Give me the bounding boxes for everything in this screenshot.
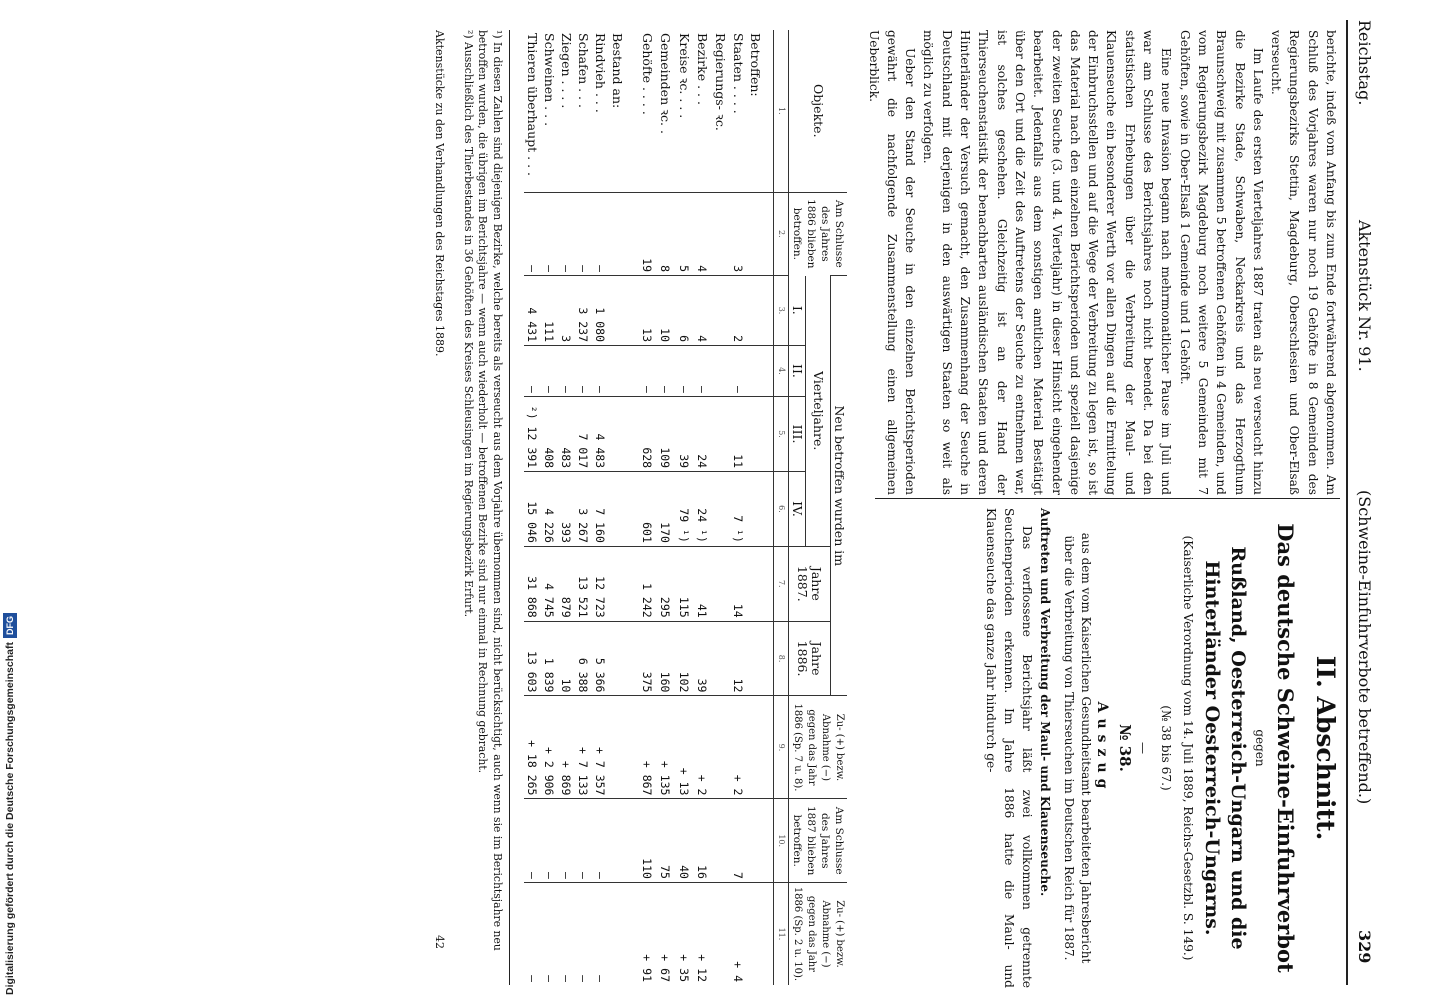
col-header-jahre-1886: Jahre 1886. — [789, 621, 831, 696]
table-cell: 12 — [730, 621, 747, 696]
footer-left: Aktenstücke zu den Verhandlungen des Reichstages 1889. — [433, 30, 446, 357]
table-cell: — — [575, 192, 592, 275]
table-cell: — — [592, 799, 609, 882]
decree-reference: (Kaiserliche Verordnung vom 14. Juli 1889, Reichs-Gesetzbl. S. 149.) — [1181, 535, 1195, 961]
statistics-table — [524, 30, 847, 985]
table-row — [711, 30, 730, 985]
table-cell: 601 — [639, 472, 656, 547]
number-range: (№ 38 bis 67.) — [1158, 705, 1173, 791]
footer-page: 42 — [433, 935, 446, 949]
table-cell: 24 ¹) — [694, 472, 711, 547]
table-cell — [711, 696, 730, 799]
section-heading: Auftreten und Verbreitung der Maul- und Klauenseuche. — [1038, 508, 1053, 897]
table-cell — [711, 882, 730, 985]
table-cell: 102 — [675, 621, 694, 696]
row-label: Gehöfte . . . . — [640, 33, 655, 115]
row-label: Gemeinden ꝛc. . — [658, 33, 673, 134]
table-cell: — — [524, 192, 541, 275]
table-cell: 13 521 — [575, 546, 592, 621]
table-cell: 5 366 — [592, 621, 609, 696]
col-number: 4. — [774, 346, 789, 397]
table-cell: 19 — [639, 192, 656, 275]
table-cell: 109 — [656, 396, 675, 471]
paragraph: Ueber den Stand der Seuche in den einzelnen Berichtsperioden gewährt die nachfolgende Zusammenstellung einen allgemeinen Ueberblick. — [866, 30, 918, 495]
left-text-column — [864, 30, 1340, 495]
header-left: Reichstag. — [1355, 20, 1374, 106]
table-cell: + 35 — [675, 882, 694, 985]
table-cell: 4 745 — [541, 546, 558, 621]
table-cell: 1 242 — [639, 546, 656, 621]
table-row — [694, 30, 711, 985]
table-cell — [711, 276, 730, 346]
table-cell: + 135 — [656, 696, 675, 799]
table-cell: 5 — [675, 192, 694, 275]
table-cell — [711, 192, 730, 275]
table-cell: ²) 12 391 — [524, 396, 541, 471]
table-cell — [711, 621, 730, 696]
col-number: 8. — [774, 621, 789, 696]
table-cell: 295 — [656, 546, 675, 621]
row-label: Rindvieh . . . — [593, 33, 608, 113]
table-row — [592, 30, 609, 985]
table-cell: + 13 — [675, 696, 694, 799]
dfg-logo: DFG — [3, 613, 17, 638]
row-label: Thieren überhaupt . . . — [525, 33, 540, 177]
table-cell — [711, 799, 730, 882]
table-cell: — — [524, 346, 541, 397]
table-cell: — — [524, 799, 541, 882]
table-body — [524, 30, 774, 985]
paragraph: Das verflossene Berichtsjahr läßt zwei vollkommen getrennte Seuchenperioden erkennen. Im Jahre 1886 hatte die Maul- und Klauenseuche das ganze Jahr hindurch ge- — [983, 508, 1035, 988]
table-cell: + 2 906 — [541, 696, 558, 799]
col-header-schluss-1887: Am Schlusse des Jahres 1887 blieben betroffen. — [789, 799, 848, 882]
table-cell: — — [656, 346, 675, 397]
item-number: № 38. — [1116, 724, 1135, 772]
table-cell: 3 — [558, 276, 575, 346]
table-row — [541, 30, 558, 985]
page-footer — [433, 30, 446, 985]
table-row — [558, 30, 575, 985]
table-cell: — — [541, 882, 558, 985]
table-row — [524, 30, 541, 985]
table-cell: — — [558, 799, 575, 882]
table-cell: — — [541, 192, 558, 275]
table-cell: 4 226 — [541, 472, 558, 547]
col-number: 11. — [774, 882, 789, 985]
table-cell: 13 603 — [524, 621, 541, 696]
table-cell: — — [575, 882, 592, 985]
auszug-text: aus dem vom Kaiserlichen Gesundheitsamt bearbeiteten Jahresbericht über die Verbreitung von Thierseuchen im Deutschen Reich für 1887. — [1062, 532, 1094, 964]
table-cell: 6 — [675, 276, 694, 346]
table-cell: 879 — [558, 546, 575, 621]
table-cell: 40 — [675, 799, 694, 882]
table-cell: 628 — [639, 396, 656, 471]
table-cell: — — [558, 346, 575, 397]
col-header-q3: III. — [789, 396, 806, 471]
col-header-schluss-1886: Am Schlusse des Jahres 1886 blieben betroffen. — [789, 192, 848, 275]
col-number: 3. — [774, 276, 789, 346]
table-cell: 41 — [694, 546, 711, 621]
table-cell: — — [592, 882, 609, 985]
col-number: 1. — [774, 30, 789, 192]
col-header-zu-abnahme-8: Zu- (+) bezw. Abnahme (−) gegen das Jahr 1886 (Sp. 7 u. 8). — [789, 696, 848, 799]
table-cell: 1 080 — [592, 276, 609, 346]
row-label: Kreise ꝛc. . . . — [677, 33, 692, 119]
table-row — [730, 30, 747, 985]
table-cell — [711, 346, 730, 397]
footnote-rule — [509, 30, 510, 985]
table-cell — [711, 396, 730, 471]
table-cell: + 869 — [558, 696, 575, 799]
table-cell: + 67 — [656, 882, 675, 985]
table-cell: 14 — [730, 546, 747, 621]
table-cell: — — [639, 346, 656, 397]
table-cell: 15 046 — [524, 472, 541, 547]
table-cell: + 91 — [639, 882, 656, 985]
table-cell: + 18 265 — [524, 696, 541, 799]
table-cell: — — [541, 346, 558, 397]
dfg-credit-text: Digitalisierung gefördert durch die Deutsche Forschungsgemeinschaft — [4, 642, 16, 995]
table-cell: 79 ¹) — [675, 472, 694, 547]
paragraph: berichte, indeß vom Anfang bis zum Ende fortwährend abgenommen. Am Schluß des Vorjahres waren nur noch 19 Gehöfte in 8 Gemeinden des Regierungsbezirks Stettin, Magdeburg, Oberschlesien und Ober-Elsaß verseucht. — [1269, 30, 1338, 495]
page-number: 329 — [1355, 930, 1374, 964]
table-cell: 24 — [694, 396, 711, 471]
col-number: 2. — [774, 192, 789, 275]
table-cell — [711, 472, 730, 547]
row-label: Staaten . . . . — [731, 33, 746, 114]
table-cell: 12 723 — [592, 546, 609, 621]
table-cell: 75 — [656, 799, 675, 882]
table-cell: — — [592, 346, 609, 397]
paragraph: Eine neue Invasion begann nach mehrmonatlicher Pause im Juli und war am Schlusse des Berichtsjahres noch nicht beendet. Da bei den statistischen Erhebungen über die Verbreitung der Maul- und Klauenseuche ein besonderer Werth vor allen Dingen auf die Ermittelung der Einbruchsstellen und auf die Wege der Verbreitung zu legen ist, so ist das Material nach den einzelnen Berichtsperioden und speziell dasjenige der zweiten Seuche (3. und 4. Vierteljahr) in dieser Hinsicht eingehender bearbeitet. Jedenfalls aus dem sonstigen amtlichen Material Bestätigt über den Ort und die Zeit des Auftretens der Seuche zu entnehmen war, ist solches geschehen. Gleichzeitig ist an der Hand der Thierseuchenstatistik der benachbarten ausländischen Staaten und deren Hinterländer der Versuch gemacht, den Zusammenhang der Seuche in Deutschland mit derjenigen in den auswärtigen Staaten so weit als möglich zu verfolgen. — [921, 30, 1174, 495]
table-cell: 39 — [694, 621, 711, 696]
footnotes — [461, 30, 505, 985]
col-header-q1: I. — [789, 276, 806, 346]
table-cell: 39 — [675, 396, 694, 471]
col-header-neu-betroffen: Neu betroffen wurden im — [831, 276, 848, 696]
title-main: Rußland, Oesterreich-Ungarn und die Hinterländer Oesterreich-Ungarns. — [1201, 546, 1249, 950]
table-cell: 10 — [558, 621, 575, 696]
table-cell: 4 — [694, 192, 711, 275]
table-cell: 115 — [675, 546, 694, 621]
table-cell: 6 388 — [575, 621, 592, 696]
title-gegen: gegen — [1253, 729, 1267, 767]
table-cell: — — [675, 346, 694, 397]
table-row — [675, 30, 694, 985]
table-cell: — — [575, 799, 592, 882]
table-cell: 393 — [558, 472, 575, 547]
auszug-label: Auszug — [1094, 701, 1111, 795]
row-label: Schafen . . . — [576, 33, 591, 108]
table-cell: 4 — [694, 276, 711, 346]
col-number: 7. — [774, 546, 789, 621]
table-cell: + 867 — [639, 696, 656, 799]
table-cell: 1 839 — [541, 621, 558, 696]
table-cell: + 7 133 — [575, 696, 592, 799]
table-cell: — — [592, 192, 609, 275]
table-cell: 7 — [730, 799, 747, 882]
table-row — [639, 30, 656, 985]
table-cell: — — [541, 799, 558, 882]
table-cell: 110 — [639, 799, 656, 882]
table-cell: 375 — [639, 621, 656, 696]
table-cell: 160 — [656, 621, 675, 696]
col-header-vierteljahre: Vierteljahre. — [806, 276, 831, 547]
footnote-1: ¹) In diesen Zahlen sind diejenigen Bezirke, welche bereits als verseucht aus dem Vorjahre übernommen sind, nicht berücksichtigt, auch wenn sie im Berichtsjahre neu betroffen wurden, die übrigen im Berichtsjahre — wenn auch wiederholt — betroffenen Bezirke sind nur einmal in Rechnung gebracht. — [476, 30, 504, 951]
table-cell: — — [524, 882, 541, 985]
table-cell: + 2 — [694, 696, 711, 799]
table-cell: 111 — [541, 276, 558, 346]
col-header-zu-abnahme-10: Zu- (+) bezw. Abnahme (−) gegen das Jahr 1886 (Sp. 2 u. 10). — [789, 882, 848, 985]
table-cell: — — [575, 346, 592, 397]
table-cell: 483 — [558, 396, 575, 471]
table-cell: 3 237 — [575, 276, 592, 346]
footnote-2: ²) Ausschließlich des Thierbestandes in 36 Gehöften des Kreises Schleusingen im Regierungsbezirk Erfurt. — [462, 30, 475, 618]
paragraph: Im Laufe des ersten Vierteljahres 1887 traten als neu verseucht hinzu die Bezirke Stade, Schwaben, Neckarkreis und das Herzogthum Braunschweig mit zusammen 5 betroffenen Gehöften in 4 Gemeinden, und vom Regierungsbezirk Magdeburg noch weitere 5 Gemeinden mit 7 Gehöften, sowie in Ober-Elsaß 1 Gemeinde und 1 Gehöft. — [1177, 30, 1265, 495]
col-number: 10. — [774, 799, 789, 882]
table-cell: — — [730, 346, 747, 397]
table-cell: 170 — [656, 472, 675, 547]
table-cell: + 7 357 — [592, 696, 609, 799]
table-cell: + 4 — [730, 882, 747, 985]
group-label-bestand: Bestand an: — [610, 33, 625, 109]
table-cell: 16 — [694, 799, 711, 882]
table-cell: 3 267 — [575, 472, 592, 547]
doc-title: Das deutsche Schweine-Einfuhrverbot — [1273, 523, 1298, 973]
row-label: Bezirke . . . — [695, 33, 710, 105]
table-cell: 13 — [639, 276, 656, 346]
right-column: II. Abschnitt. Das deutsche Schweine-Einfuhrverbot gegen Rußland, Oesterreich-Ungarn und die Hinterländer Oesterreich-Ungarns. (Kaiserliche Verordnung vom 14. Juli 1889, Reichs-Gesetzbl. S. 149.) (№ 38 bis 67.) — № 38. Auszug aus dem vom Kaiserlichen Gesundheitsamt bearbeiteten Jahresbericht über die Verbreitung von Thierseuchen im Deutschen Reich für 1887. Auftreten und Verbreitung der Maul- und Klauenseuche. Das verflossene Berichtsjahr läßt zwei vollkommen getrennte Seuchenperioden erkennen. Im Jahre 1886 hatte die Maul- und Klauenseuche das ganze Jahr hindurch ge- — [981, 508, 1340, 988]
table-cell: 31 868 — [524, 546, 541, 621]
table-cell: 7 160 — [592, 472, 609, 547]
table-cell: + 12 — [694, 882, 711, 985]
table-cell: — — [558, 192, 575, 275]
table-cell: + 2 — [730, 696, 747, 799]
header-center: Aktenstück Nr. 91. — [1355, 220, 1374, 372]
header-rule — [1347, 20, 1349, 985]
table-cell: — — [694, 346, 711, 397]
section-title: II. Abschnitt. — [1311, 655, 1340, 841]
table-row — [656, 30, 675, 985]
col-header-q2: II. — [789, 346, 806, 397]
table-cell: 7 017 — [575, 396, 592, 471]
running-header — [1352, 20, 1374, 985]
row-label: Schweinen . . . — [542, 33, 557, 127]
table-cell: 4 483 — [592, 396, 609, 471]
col-header-jahre-1887: Jahre 1887. — [789, 546, 831, 621]
table-cell: 4 431 — [524, 276, 541, 346]
table-row — [575, 30, 592, 985]
column-divider — [875, 498, 1340, 499]
header-right: (Schweine-Einfuhrverbote betreffend.) — [1355, 490, 1374, 805]
row-label: Ziegen . . . . — [559, 33, 574, 109]
group-label-betroffen: Betroffen: — [748, 33, 763, 97]
col-header-q4: IV. — [789, 472, 806, 547]
table-cell: 10 — [656, 276, 675, 346]
table-cell: 408 — [541, 396, 558, 471]
col-number: 5. — [774, 396, 789, 471]
table-cell: 3 — [730, 192, 747, 275]
table-cell: 11 — [730, 396, 747, 471]
table-cell: 8 — [656, 192, 675, 275]
col-number: 9. — [774, 696, 789, 799]
table-cell — [711, 546, 730, 621]
intro-paragraph — [981, 508, 1036, 988]
col-number: 6. — [774, 472, 789, 547]
table-cell: — — [558, 882, 575, 985]
dfg-credit — [2, 575, 18, 995]
row-label: Regierungs- ꝛc. — [713, 33, 728, 131]
table-cell: 2 — [730, 276, 747, 346]
table-cell: 7 ¹) — [730, 472, 747, 547]
col-header-objekte: Objekte. — [789, 30, 848, 192]
